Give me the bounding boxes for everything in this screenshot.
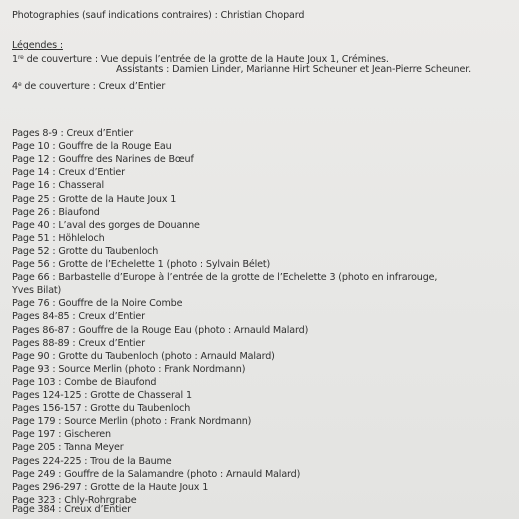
list-item: Pages 224-225 : Trou de la Baume [12, 455, 172, 467]
legend-title: Légendes : [12, 40, 63, 51]
first-cover-suffix: re [17, 54, 24, 61]
cover-assistants: Assistants : Damien Linder, Marianne Hirt Scheuner et Jean-Pierre Scheuner. [116, 64, 472, 75]
list-item: Page 26 : Biaufond [12, 206, 100, 218]
list-item: Page 51 : Höhleloch [12, 232, 105, 244]
list-item: Pages 156-157 : Grotte du Taubenloch [12, 403, 191, 415]
list-item: Page 93 : Source Merlin (photo : Frank Nordmann) [12, 363, 246, 375]
list-item: Page 14 : Creux d’Entier [12, 167, 125, 179]
list-item: Page 16 : Chasseral [12, 180, 105, 192]
list-item: Page 10 : Gouffre de la Rouge Eau [12, 141, 172, 153]
list-item: Page 25 : Grotte de la Haute Joux 1 [12, 193, 177, 205]
list-item: Page 103 : Combe de Biaufond [12, 376, 157, 388]
list-item: Page 249 : Gouffre de la Salamandre (photo : Arnauld Malard) [12, 468, 301, 480]
list-item: Pages 84-85 : Creux d’Entier [12, 311, 145, 323]
list-item: Pages 296-297 : Grotte de la Haute Joux 1 [12, 481, 209, 493]
list-item: Page 76 : Gouffre de la Noire Combe [12, 298, 183, 310]
list-item: Page 323 : Chly-Rohrgrabe [12, 494, 137, 506]
list-item-continuation: Yves Bilat) [12, 285, 62, 297]
first-cover-text: de couverture : Vue depuis l’entrée de la grotte de la Haute Joux 1, Crémines. [23, 54, 389, 65]
list-item: Page 384 : Creux d’Entier [12, 503, 131, 515]
list-item: Page 12 : Gouffre des Narines de Bœuf [12, 154, 194, 166]
list-item: Pages 8-9 : Creux d’Entier [12, 128, 134, 139]
list-item: Page 40 : L’aval des gorges de Douanne [12, 219, 200, 231]
list-item: Page 66 : Barbastelle d’Europe à l’entrée de la grotte de l’Echelette 3 (photo en infrarouge, [12, 272, 438, 284]
list-item: Page 179 : Source Merlin (photo : Frank Nordmann) [12, 416, 252, 428]
list-item: Page 205 : Tanna Meyer [12, 442, 124, 454]
fourth-cover-text: de couverture : Creux d’Entier [21, 81, 166, 92]
list-item: Page 197 : Gischeren [12, 429, 111, 441]
list-item: Pages 88-89 : Creux d’Entier [12, 337, 145, 349]
list-item: Page 90 : Grotte du Taubenloch (photo : Arnauld Malard) [12, 350, 275, 362]
list-item: Page 56 : Grotte de l’Echelette 1 (photo : Sylvain Bélet) [12, 259, 271, 270]
list-item: Pages 124-125 : Grotte de Chasseral 1 [12, 390, 192, 401]
list-item: Page 52 : Grotte du Taubenloch [12, 245, 159, 257]
list-item: Pages 86-87 : Gouffre de la Rouge Eau (photo : Arnauld Malard) [12, 324, 309, 336]
fourth-cover-caption [12, 79, 165, 93]
photo-credit: Photographies (sauf indications contraires) : Christian Chopard [12, 10, 305, 21]
fourth-cover-suffix: e [17, 81, 22, 88]
fourth-cover-number: 4 [12, 81, 18, 92]
first-cover-number: 1 [12, 54, 18, 65]
